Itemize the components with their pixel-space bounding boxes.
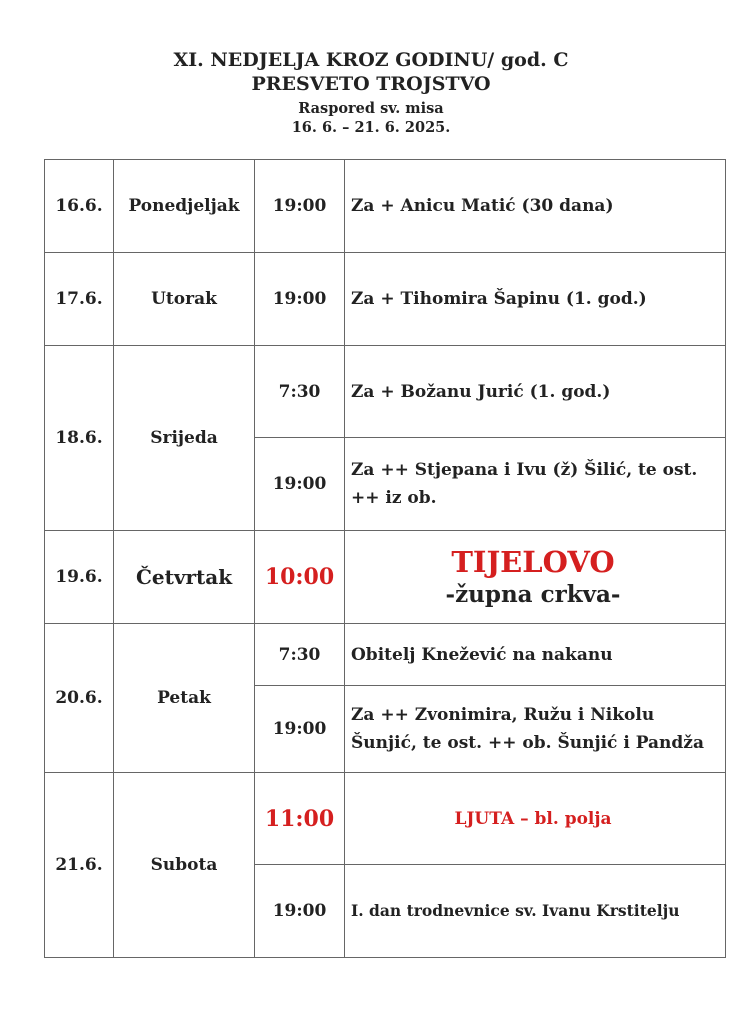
row-day: Ponedjeljak	[114, 160, 255, 253]
mass-time: 19:00	[255, 253, 345, 346]
row-date: 20.6.	[45, 624, 114, 773]
row-day: Četvrtak	[114, 531, 255, 624]
row-date: 21.6.	[45, 773, 114, 958]
table-row	[45, 624, 726, 686]
row-day: Utorak	[114, 253, 255, 346]
mass-intention: Za + Tihomira Šapinu (1. god.)	[345, 253, 726, 346]
page-title: XI. NEDJELJA KROZ GODINU/ god. C	[173, 49, 569, 71]
table-row	[45, 346, 726, 438]
mass-intention: I. dan trodnevnice sv. Ivanu Krstitelju	[345, 865, 726, 958]
mass-time: 19:00	[255, 438, 345, 531]
feast-location: -župna crkva-	[445, 581, 621, 608]
feast-name: TIJELOVO	[451, 545, 615, 579]
mass-intention: Obitelj Knežević na nakanu	[345, 624, 726, 686]
table-row	[45, 160, 726, 253]
date-range: 16. 6. – 21. 6. 2025.	[291, 119, 451, 136]
feast-title: PRESVETO TROJSTVO	[251, 73, 491, 95]
mass-time: 11:00	[255, 773, 345, 865]
row-date: 18.6.	[45, 346, 114, 531]
mass-intention: Za + Anicu Matić (30 dana)	[345, 160, 726, 253]
schedule-subtitle: Raspored sv. misa	[298, 100, 444, 117]
row-date: 17.6.	[45, 253, 114, 346]
mass-time: 10:00	[255, 531, 345, 624]
mass-time: 19:00	[255, 865, 345, 958]
mass-intention: Za ++ Stjepana i Ivu (ž) Šilić, te ost. ++ iz ob.	[345, 438, 726, 531]
mass-time: 7:30	[255, 624, 345, 686]
row-day: Petak	[114, 624, 255, 773]
page-header	[0, 48, 742, 137]
mass-time: 7:30	[255, 346, 345, 438]
mass-intention: Za ++ Zvonimira, Ružu i Nikolu Šunjić, te ost. ++ ob. Šunjić i Pandža	[345, 686, 726, 773]
mass-intention: Za + Božanu Jurić (1. god.)	[345, 346, 726, 438]
row-day: Subota	[114, 773, 255, 958]
mass-time: 19:00	[255, 686, 345, 773]
table-row	[45, 531, 726, 624]
feast-cell	[345, 531, 726, 624]
row-day: Srijeda	[114, 346, 255, 531]
row-date: 19.6.	[45, 531, 114, 624]
mass-schedule-table	[44, 159, 726, 958]
mass-time: 19:00	[255, 160, 345, 253]
row-date: 16.6.	[45, 160, 114, 253]
table-row	[45, 773, 726, 865]
mass-location: LJUTA – bl. polja	[345, 773, 726, 865]
table-row	[45, 253, 726, 346]
